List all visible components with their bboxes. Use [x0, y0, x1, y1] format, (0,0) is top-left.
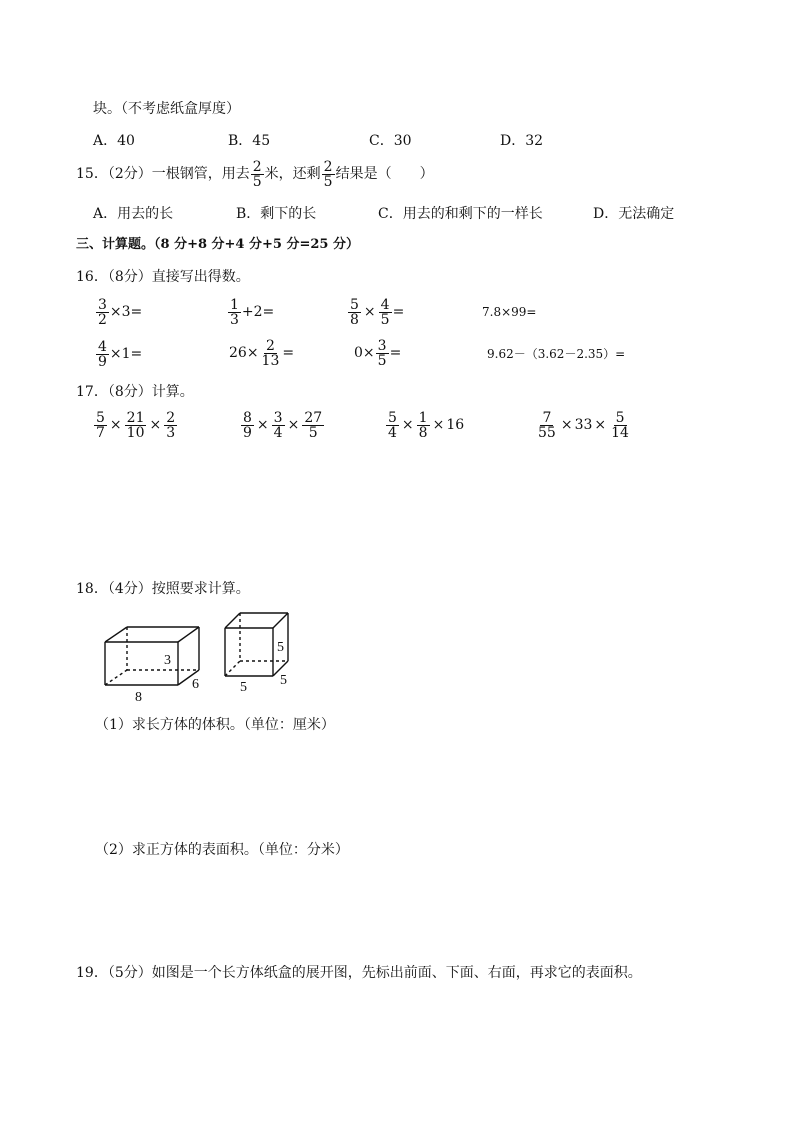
- q15-f1-den: 5: [252, 174, 262, 190]
- q16-expr-2: [227, 297, 274, 327]
- cuboid-figure: [105, 627, 199, 685]
- q17-e2-num2: 3: [273, 410, 283, 426]
- q16-e1-den: 2: [98, 312, 107, 328]
- q16-e2-rest: +2=: [241, 304, 275, 321]
- q16-title: 16．（8分）直接写出得数。: [76, 269, 250, 285]
- q15-option-c: C．用去的和剩下的一样长: [378, 206, 543, 222]
- cube-length-label: 5: [240, 680, 247, 695]
- q16-expr-7: [354, 339, 401, 368]
- q16-e3-eq: =: [392, 304, 405, 321]
- cuboid-height-label: 3: [164, 653, 171, 668]
- q17-e2-num3: 27: [304, 410, 323, 426]
- q18-sub2: （2）求正方体的表面积。（单位：分米）: [95, 842, 349, 858]
- q17-e3-num2: 1: [418, 410, 428, 426]
- q14-tail-text: 块。（不考虑纸盒厚度）: [93, 101, 240, 117]
- cuboid-width-label: 6: [192, 677, 199, 692]
- q16-expr-1: [95, 297, 142, 327]
- q17-e3-num1: 5: [388, 410, 397, 426]
- q16-e5-num: 4: [98, 339, 107, 355]
- q16-e1-num: 3: [98, 297, 107, 313]
- q17-e4-den3: 14: [611, 425, 629, 441]
- q16-e2-num: 1: [230, 297, 239, 313]
- q14-option-c: C．30: [369, 133, 412, 149]
- q16-e6-den: 13: [261, 353, 280, 369]
- q17-e3-op1: ×: [401, 417, 414, 434]
- q17-e2-den3: 5: [308, 425, 318, 441]
- q14-option-b: B．45: [228, 133, 271, 149]
- q19-title: 19．（5分）如图是一个长方体纸盒的展开图，先标出前面、下面、右面，再求它的表面积。: [76, 965, 642, 981]
- q17-e2-num1: 8: [243, 410, 252, 426]
- q18-sub1: （1）求长方体的体积。（单位：厘米）: [95, 717, 335, 733]
- cube-top-left-edge: [225, 613, 240, 628]
- q16-expr-3: [347, 297, 404, 327]
- q14-option-d: D．32: [500, 133, 544, 149]
- q17-e2-op2: ×: [287, 417, 300, 434]
- q17-e1-op1: ×: [109, 417, 122, 434]
- q15-suffix: 结果是（ ）: [335, 166, 434, 183]
- q17-e1-den1: 7: [96, 425, 105, 441]
- q17-e4-mid: 33: [574, 417, 593, 434]
- q16-e7-pre: 0×: [354, 345, 375, 362]
- q17-e4-op1: ×: [560, 417, 573, 434]
- q17-e1-num2: 21: [126, 410, 145, 426]
- q17-e2-den1: 9: [243, 425, 252, 441]
- q17-e3-tail: 16: [446, 417, 465, 434]
- cube-height-label: 5: [277, 640, 284, 655]
- q16-expr-8: 9.62－（3.62－2.35）=: [487, 347, 626, 361]
- q17-e2-den2: 4: [273, 425, 283, 441]
- q17-e1-num3: 2: [166, 410, 176, 426]
- q15-option-a: A．用去的长: [93, 206, 174, 222]
- q15-f2-num: 2: [323, 159, 333, 175]
- q16-expr-6: [229, 339, 294, 368]
- q16-e3-op: ×: [363, 304, 376, 321]
- q16-e7-den: 5: [377, 353, 387, 369]
- q17-expr-3: [385, 410, 464, 440]
- q16-e7-num: 3: [377, 338, 387, 354]
- q17-e3-op2: ×: [432, 417, 445, 434]
- q17-e4-num3: 5: [615, 410, 625, 426]
- q16-e3-den2: 5: [380, 312, 390, 328]
- q15-f1-num: 2: [252, 159, 262, 175]
- q16-expr-5: [95, 339, 142, 369]
- q16-e6-eq: =: [282, 345, 295, 362]
- q15-f2-den: 5: [323, 174, 333, 190]
- cuboid-top-right-edge: [178, 627, 199, 642]
- q17-e1-op2: ×: [149, 417, 162, 434]
- q16-e2-den: 3: [230, 312, 239, 328]
- q17-e4-num1: 7: [542, 410, 552, 426]
- q18-title: 18．（4分）按照要求计算。: [76, 581, 250, 597]
- q18-figures: [95, 605, 310, 705]
- cuboid-top-left-edge: [105, 627, 127, 642]
- section-3-title: 三、计算题。（8 分+8 分+4 分+5 分=25 分）: [76, 237, 359, 252]
- q15-mid: 米，还剩: [264, 166, 321, 183]
- cuboid-length-label: 8: [135, 690, 142, 705]
- q17-e4-op2: ×: [594, 417, 607, 434]
- q16-e3-num1: 5: [350, 297, 359, 313]
- q16-e7-eq: =: [389, 345, 402, 362]
- q16-e3-den1: 8: [350, 312, 359, 328]
- q16-e6-num: 2: [266, 338, 275, 354]
- q15-option-b: B．剩下的长: [236, 206, 317, 222]
- cube-hidden-depth-edge: [225, 661, 240, 676]
- q17-e1-den3: 3: [166, 425, 176, 441]
- q17-expr-2: [240, 410, 325, 440]
- q17-e1-den2: 10: [126, 425, 145, 441]
- q15-fraction-1: [251, 160, 264, 189]
- q15-option-d: D．无法确定: [593, 206, 675, 222]
- q17-expr-1: [93, 410, 178, 440]
- q17-e3-den1: 4: [388, 425, 397, 441]
- q16-e1-rest: ×3=: [109, 304, 143, 321]
- cuboid-hidden-depth-edge: [105, 670, 127, 685]
- q17-e2-op1: ×: [256, 417, 269, 434]
- cube-top-right-edge: [273, 613, 288, 628]
- q14-option-a: A．40: [93, 133, 135, 149]
- q15-question: [76, 160, 434, 189]
- q16-e3-num2: 4: [380, 297, 390, 313]
- q17-title: 17．（8分）计算。: [76, 384, 194, 400]
- q17-e3-den2: 8: [418, 425, 428, 441]
- cube-width-label: 5: [280, 673, 287, 688]
- q17-e4-den1: 55: [538, 425, 556, 441]
- q16-expr-4: 7.8×99=: [482, 305, 537, 319]
- q17-e1-num1: 5: [96, 410, 105, 426]
- q16-e5-rest: ×1=: [109, 346, 143, 363]
- q17-expr-4: [535, 410, 632, 440]
- q16-e6-pre: 26×: [229, 345, 259, 362]
- q15-fraction-2: [322, 160, 335, 189]
- q15-prefix: 15．（2分）一根钢管，用去: [76, 166, 250, 183]
- q16-e5-den: 9: [98, 354, 107, 370]
